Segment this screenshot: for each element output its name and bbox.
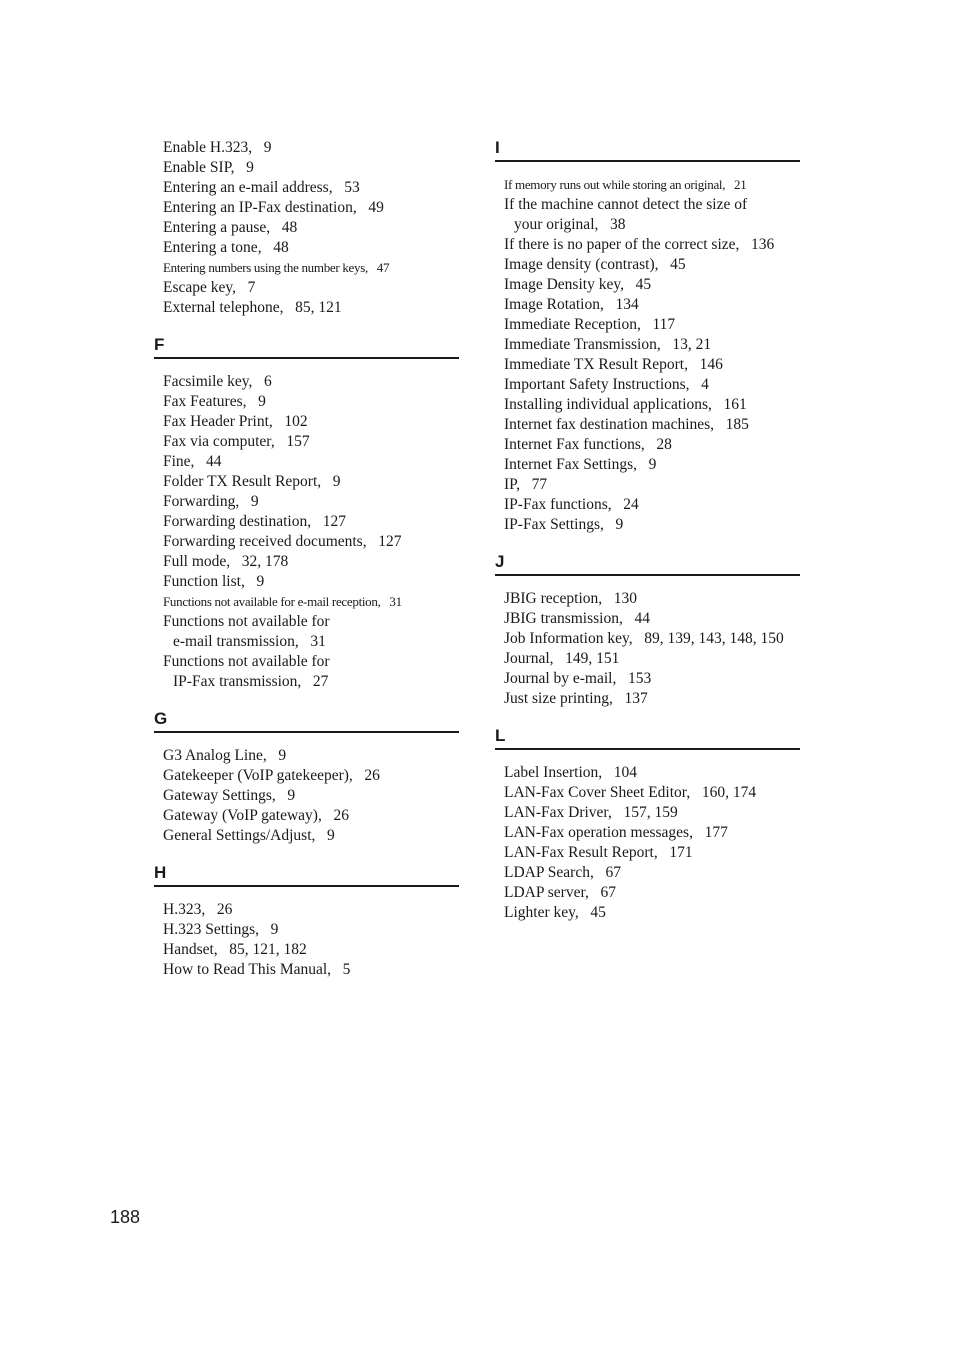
index-entry bbox=[495, 495, 800, 515]
index-section-j bbox=[495, 552, 800, 709]
index-column-left bbox=[154, 138, 459, 997]
index-entry bbox=[495, 843, 800, 863]
index-entry-text: Important Safety Instructions, 4 bbox=[504, 376, 709, 393]
index-entry-text: Immediate Reception, 117 bbox=[504, 316, 676, 333]
index-entry bbox=[154, 960, 459, 980]
index-entry bbox=[154, 572, 459, 592]
index-entry bbox=[154, 512, 459, 532]
index-entry bbox=[154, 900, 459, 920]
index-entry-text: Internet fax destination machines, 185 bbox=[504, 416, 749, 433]
index-entry bbox=[495, 335, 800, 355]
index-entry bbox=[154, 806, 459, 826]
index-column-right bbox=[495, 138, 800, 940]
index-entry-text: IP-Fax functions, 24 bbox=[504, 496, 639, 513]
index-entry bbox=[154, 238, 459, 258]
index-entry-text: How to Read This Manual, 5 bbox=[163, 961, 351, 978]
section-letter-heading: G bbox=[154, 709, 459, 733]
index-entry-text: Enable SIP, 9 bbox=[163, 159, 254, 176]
index-entry bbox=[154, 138, 459, 158]
index-entry-text: Functions not available for bbox=[163, 613, 330, 630]
index-entry bbox=[495, 455, 800, 475]
page-number: 188 bbox=[110, 1207, 141, 1227]
index-section-continued bbox=[154, 138, 459, 318]
index-entry-text: LDAP server, 67 bbox=[504, 884, 617, 901]
index-entry-text: Fax Features, 9 bbox=[163, 393, 266, 410]
index-entry bbox=[154, 218, 459, 238]
index-entry-text: Entering a pause, 48 bbox=[163, 219, 298, 236]
index-entry-text: Gateway (VoIP gateway), 26 bbox=[163, 807, 349, 824]
index-entry-text: Job Information key, 89, 139, 143, 148, 150 bbox=[504, 630, 784, 647]
index-entry bbox=[154, 392, 459, 412]
index-entry-text: External telephone, 85, 121 bbox=[163, 299, 342, 316]
index-entry-text: Full mode, 32, 178 bbox=[163, 553, 289, 570]
index-entry-text: Just size printing, 137 bbox=[504, 690, 648, 707]
index-entry-text: G3 Analog Line, 9 bbox=[163, 747, 287, 764]
index-entry-text: Journal by e-mail, 153 bbox=[504, 670, 652, 687]
index-entry bbox=[495, 415, 800, 435]
index-entry bbox=[495, 763, 800, 783]
index-entry bbox=[495, 589, 800, 609]
index-entry bbox=[495, 195, 800, 235]
index-entry-text: Functions not available for bbox=[163, 653, 330, 670]
index-entry bbox=[495, 395, 800, 415]
index-entry-text: Internet Fax functions, 28 bbox=[504, 436, 672, 453]
index-section-i bbox=[495, 138, 800, 535]
index-entry-text: Function list, 9 bbox=[163, 573, 265, 590]
index-entry bbox=[154, 298, 459, 318]
index-entry-continuation: your original, 38 bbox=[514, 216, 626, 233]
index-entry bbox=[154, 258, 459, 278]
index-entry bbox=[495, 803, 800, 823]
index-entry-text: Internet Fax Settings, 9 bbox=[504, 456, 657, 473]
index-entry bbox=[495, 435, 800, 455]
index-entry bbox=[154, 158, 459, 178]
index-entry-text: Journal, 149, 151 bbox=[504, 650, 620, 667]
index-entry-text: Entering numbers using the number keys, 47 bbox=[163, 260, 390, 275]
index-entry bbox=[495, 235, 800, 255]
index-entry-text: Fax Header Print, 102 bbox=[163, 413, 308, 430]
index-entry bbox=[154, 592, 459, 612]
index-entry bbox=[495, 629, 800, 649]
index-entry bbox=[495, 255, 800, 275]
index-entry bbox=[495, 823, 800, 843]
index-entry bbox=[495, 649, 800, 669]
section-letter-heading: J bbox=[495, 552, 800, 576]
index-entry-text: If the machine cannot detect the size of bbox=[504, 196, 748, 213]
index-entry-text: Gateway Settings, 9 bbox=[163, 787, 296, 804]
index-entry-text: Entering an e-mail address, 53 bbox=[163, 179, 360, 196]
index-entry bbox=[495, 689, 800, 709]
index-entry-text: IP, 77 bbox=[504, 476, 548, 493]
index-entry bbox=[154, 178, 459, 198]
index-entry bbox=[154, 412, 459, 432]
index-entry bbox=[154, 552, 459, 572]
index-entry-text: Immediate TX Result Report, 146 bbox=[504, 356, 723, 373]
index-entry bbox=[495, 863, 800, 883]
index-entry-text: Label Insertion, 104 bbox=[504, 764, 638, 781]
index-entry bbox=[154, 652, 459, 692]
index-entry bbox=[154, 746, 459, 766]
index-entry bbox=[495, 375, 800, 395]
index-entry-text: If there is no paper of the correct size, 136 bbox=[504, 236, 775, 253]
index-entry-text: LAN-Fax Driver, 157, 159 bbox=[504, 804, 678, 821]
index-entry bbox=[495, 355, 800, 375]
index-entry-text: LDAP Search, 67 bbox=[504, 864, 621, 881]
index-entry bbox=[154, 492, 459, 512]
index-entry-text: Immediate Transmission, 13, 21 bbox=[504, 336, 712, 353]
index-entry bbox=[495, 295, 800, 315]
index-entry-continuation: IP-Fax transmission, 27 bbox=[173, 673, 329, 690]
index-entry-text: Gatekeeper (VoIP gatekeeper), 26 bbox=[163, 767, 380, 784]
index-entry bbox=[154, 766, 459, 786]
index-entry bbox=[495, 783, 800, 803]
index-entry-text: Forwarding destination, 127 bbox=[163, 513, 346, 530]
index-entry-text: Entering an IP-Fax destination, 49 bbox=[163, 199, 384, 216]
index-entry-continuation: e-mail transmission, 31 bbox=[173, 633, 326, 650]
index-section-h bbox=[154, 863, 459, 980]
index-section-g bbox=[154, 709, 459, 846]
index-entry-text: LAN-Fax Cover Sheet Editor, 160, 174 bbox=[504, 784, 757, 801]
index-entry-text: Image density (contrast), 45 bbox=[504, 256, 686, 273]
index-entry bbox=[495, 669, 800, 689]
index-entry-text: JBIG reception, 130 bbox=[504, 590, 638, 607]
index-entry-text: Image Rotation, 134 bbox=[504, 296, 639, 313]
index-entry-text: Facsimile key, 6 bbox=[163, 373, 272, 390]
index-entry-text: IP-Fax Settings, 9 bbox=[504, 516, 624, 533]
index-entry-text: Entering a tone, 48 bbox=[163, 239, 289, 256]
index-entry bbox=[495, 275, 800, 295]
index-entry-text: Fax via computer, 157 bbox=[163, 433, 310, 450]
index-entry-text: Folder TX Result Report, 9 bbox=[163, 473, 341, 490]
index-entry-text: Image Density key, 45 bbox=[504, 276, 652, 293]
index-entry-text: LAN-Fax operation messages, 177 bbox=[504, 824, 728, 841]
index-entry bbox=[154, 532, 459, 552]
index-entry-text: General Settings/Adjust, 9 bbox=[163, 827, 335, 844]
index-entry-text: Handset, 85, 121, 182 bbox=[163, 941, 307, 958]
section-letter-heading: I bbox=[495, 138, 800, 162]
index-entry bbox=[154, 786, 459, 806]
index-entry-text: Escape key, 7 bbox=[163, 279, 256, 296]
section-letter-heading: F bbox=[154, 335, 459, 359]
index-section-l bbox=[495, 726, 800, 923]
index-entry-text: Forwarding, 9 bbox=[163, 493, 259, 510]
index-entry bbox=[495, 609, 800, 629]
index-entry bbox=[495, 515, 800, 535]
index-entry-text: Enable H.323, 9 bbox=[163, 139, 272, 156]
index-entry-text: H.323 Settings, 9 bbox=[163, 921, 279, 938]
index-entry-text: JBIG transmission, 44 bbox=[504, 610, 650, 627]
section-letter-heading: H bbox=[154, 863, 459, 887]
index-entry bbox=[154, 198, 459, 218]
index-section-f bbox=[154, 335, 459, 692]
section-letter-heading: L bbox=[495, 726, 800, 750]
index-entry bbox=[495, 903, 800, 923]
index-entry bbox=[154, 278, 459, 298]
index-entry bbox=[154, 372, 459, 392]
index-entry-text: Lighter key, 45 bbox=[504, 904, 606, 921]
index-entry bbox=[495, 315, 800, 335]
index-entry bbox=[154, 920, 459, 940]
index-entry bbox=[154, 612, 459, 652]
index-entry bbox=[495, 883, 800, 903]
index-entry-text: Forwarding received documents, 127 bbox=[163, 533, 402, 550]
index-entry bbox=[154, 432, 459, 452]
index-entry-text: Functions not available for e-mail reception, 31 bbox=[163, 594, 402, 609]
index-entry bbox=[154, 826, 459, 846]
index-entry bbox=[154, 452, 459, 472]
index-entry-text: H.323, 26 bbox=[163, 901, 233, 918]
index-entry-text: Installing individual applications, 161 bbox=[504, 396, 747, 413]
index-entry bbox=[495, 175, 800, 195]
index-entry bbox=[495, 475, 800, 495]
index-entry bbox=[154, 472, 459, 492]
index-entry-text: LAN-Fax Result Report, 171 bbox=[504, 844, 693, 861]
index-entry bbox=[154, 940, 459, 960]
index-entry-text: Fine, 44 bbox=[163, 453, 222, 470]
index-entry-text: If memory runs out while storing an original, 21 bbox=[504, 177, 747, 192]
